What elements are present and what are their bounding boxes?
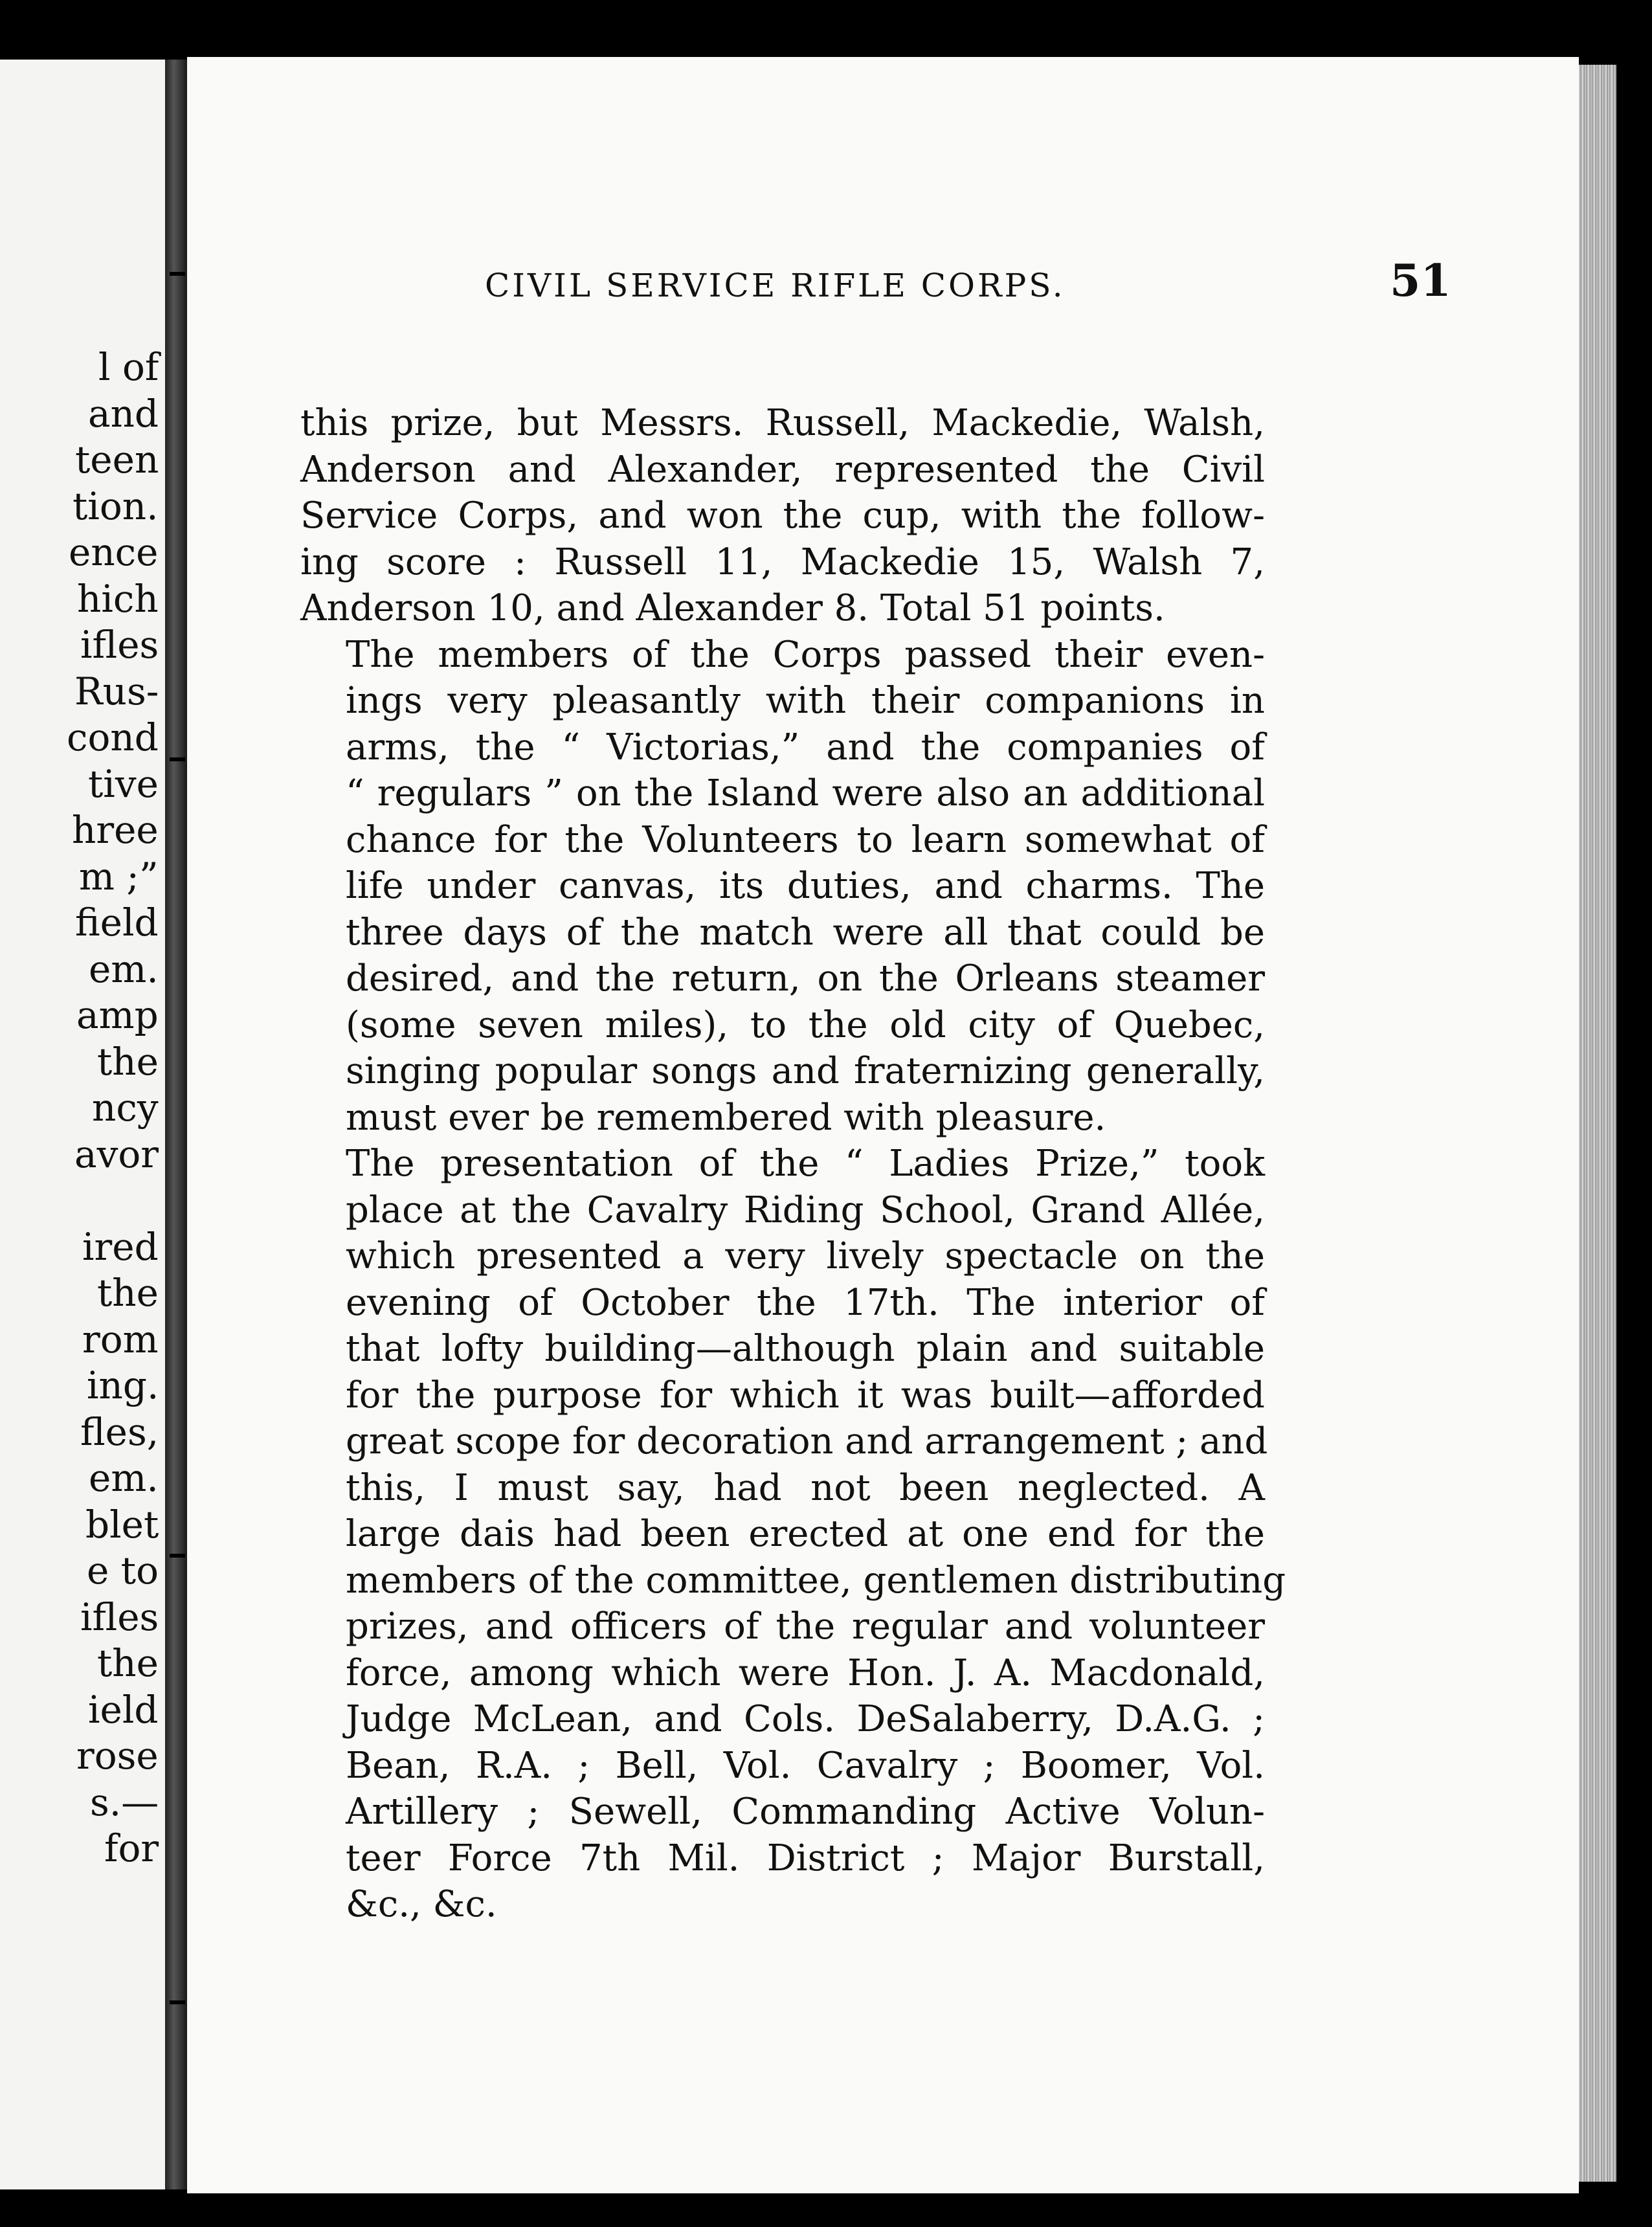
book-page: [187, 57, 1579, 2193]
previous-page-text-fragment: hree: [72, 808, 159, 852]
previous-page-text-fragment: fles,: [80, 1409, 159, 1454]
book-gutter: [165, 60, 187, 2189]
previous-page-text-fragment: ired: [82, 1224, 159, 1269]
previous-page-text-fragment: rose: [76, 1734, 159, 1778]
text-line: Artillery ; Sewell, Commanding Active Volun-: [346, 1791, 1265, 1833]
paragraph: [300, 1141, 1286, 1928]
text-line: members of the committee, gentlemen distributing: [346, 1559, 1286, 1602]
previous-page-text-fragment: m ;”: [79, 854, 159, 899]
text-line: (some seven miles), to the old city of Quebec,: [346, 1003, 1265, 1046]
page-edges: [1579, 65, 1616, 2182]
text-line: this prize, but Messrs. Russell, Mackedie, Walsh,: [300, 402, 1265, 444]
previous-page-text-fragment: for: [104, 1826, 159, 1870]
previous-page-text-fragment: and: [88, 391, 159, 436]
previous-page-fragment: [0, 60, 165, 2189]
text-line: The presentation of the “ Ladies Prize,” took: [346, 1143, 1265, 1185]
previous-page-text-fragment: e to: [87, 1549, 159, 1593]
text-line: must ever be remembered with pleasure.: [346, 1096, 1106, 1139]
text-line: evening of October the 17th. The interior of: [346, 1281, 1265, 1324]
previous-page-text-fragment: Rus-: [74, 669, 159, 713]
previous-page-text-fragment: blet: [85, 1502, 159, 1547]
binding-mark: [170, 757, 185, 761]
previous-page-text-fragment: field: [75, 901, 159, 945]
text-line: chance for the Volunteers to learn somewhat of: [346, 818, 1265, 861]
previous-page-text-fragment: ncy: [92, 1086, 159, 1130]
text-line: The members of the Corps passed their even-: [346, 633, 1265, 676]
paragraph: [300, 632, 1265, 1141]
text-line: for the purpose for which it was built—afforded: [346, 1374, 1265, 1416]
previous-page-text-fragment: tion.: [73, 484, 159, 528]
binding-mark: [170, 272, 185, 276]
text-line: teer Force 7th Mil. District ; Major Burstall,: [346, 1837, 1265, 1879]
text-line: singing popular songs and fraternizing generally,: [346, 1050, 1265, 1092]
text-line: Judge McLean, and Cols. DeSalaberry, D.A.G. ;: [346, 1698, 1265, 1740]
previous-page-text-fragment: amp: [76, 993, 159, 1037]
binding-mark: [170, 2000, 185, 2004]
page-number: 51: [1390, 255, 1451, 307]
previous-page-text-fragment: ifles: [80, 623, 159, 667]
text-line: ings very pleasantly with their companions in: [346, 680, 1265, 722]
previous-page-text-fragment: the: [97, 1271, 159, 1315]
text-line: this, I must say, had not been neglected. A: [346, 1466, 1265, 1509]
binding-mark: [170, 1554, 185, 1558]
previous-page-text-fragment: teen: [75, 438, 159, 482]
previous-page-text-fragment: the: [97, 1641, 159, 1685]
previous-page-text-fragment: hich: [77, 576, 159, 621]
text-line: place at the Cavalry Riding School, Grand Allée,: [346, 1189, 1265, 1231]
previous-page-text-fragment: the: [97, 1039, 159, 1084]
previous-page-text-fragment: s.—: [90, 1780, 159, 1824]
previous-page-text-fragment: tive: [88, 761, 159, 806]
text-line: three days of the match were all that could be: [346, 911, 1265, 954]
previous-page-text-fragment: ield: [88, 1687, 159, 1732]
text-line: great scope for decoration and arrangement ; and: [346, 1420, 1268, 1462]
previous-page-text-fragment: cond: [67, 715, 159, 759]
page-body-text: [300, 400, 1286, 1928]
previous-page-text-fragment: em.: [89, 946, 159, 991]
paragraph-continued: [300, 400, 1265, 632]
text-line: ing score : Russell 11, Mackedie 15, Walsh 7,: [300, 541, 1265, 583]
running-head: CIVIL SERVICE RIFLE CORPS.: [485, 267, 1066, 304]
text-line: large dais had been erected at one end for the: [346, 1513, 1265, 1555]
text-line: Service Corps, and won the cup, with the follow-: [300, 495, 1265, 537]
previous-page-text-fragment: ifles: [80, 1595, 159, 1639]
text-line: which presented a very lively spectacle on the: [346, 1235, 1265, 1277]
previous-page-text-fragment: rom: [82, 1317, 159, 1361]
text-line: Bean, R.A. ; Bell, Vol. Cavalry ; Boomer, Vol.: [346, 1744, 1265, 1787]
text-line: force, among which were Hon. J. A. Macdonald,: [346, 1651, 1265, 1694]
previous-page-text-fragment: l of: [98, 345, 159, 389]
text-line: &c., &c.: [346, 1883, 497, 1925]
text-line: Anderson 10, and Alexander 8. Total 51 points.: [300, 587, 1165, 629]
previous-page-text-fragment: ing.: [87, 1363, 159, 1407]
previous-page-text-fragment: ence: [69, 530, 159, 574]
text-line: that lofty building—although plain and suitable: [346, 1328, 1265, 1370]
text-line: desired, and the return, on the Orleans steamer: [346, 957, 1265, 1000]
text-line: prizes, and officers of the regular and volunteer: [346, 1606, 1265, 1648]
text-line: arms, the “ Victorias,” and the companies of: [346, 726, 1265, 768]
text-line: Anderson and Alexander, represented the Civil: [300, 448, 1265, 491]
text-line: life under canvas, its duties, and charms. The: [346, 865, 1265, 907]
previous-page-text-fragment: avor: [74, 1132, 159, 1176]
previous-page-text-fragment: em.: [89, 1456, 159, 1500]
text-line: “ regulars ” on the Island were also an additional: [346, 772, 1265, 814]
